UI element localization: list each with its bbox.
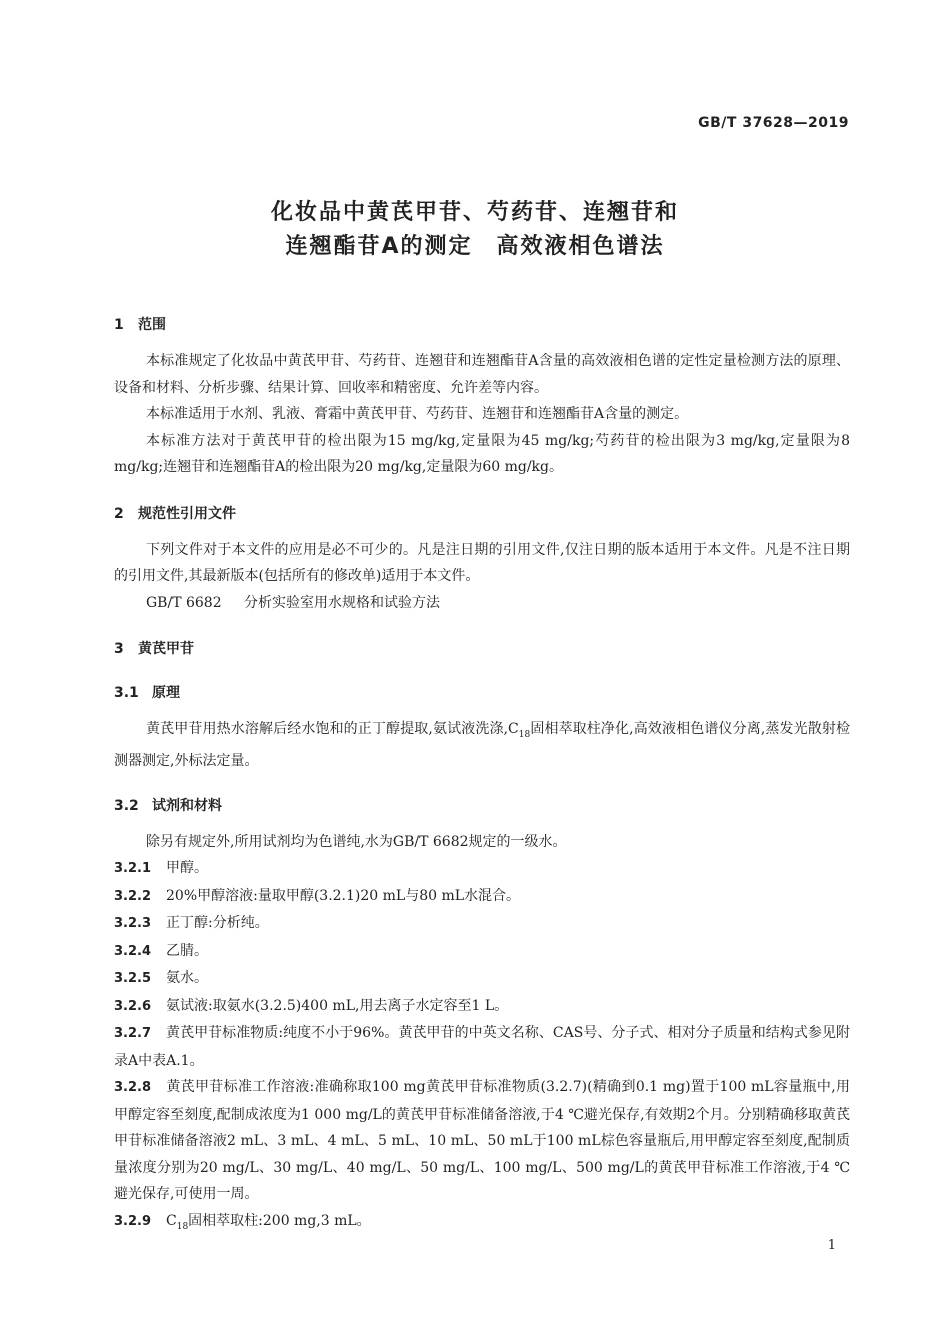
- clause-text: 甲醇。: [166, 860, 208, 877]
- clause-number: 3.2.5: [114, 971, 152, 987]
- paragraph: 除另有规定外,所用试剂均为色谱纯,水为GB/T 6682规定的一级水。: [146, 833, 567, 850]
- subsection-3-2-heading: [114, 793, 850, 819]
- page-number: 1: [827, 1238, 836, 1253]
- text-run: 固相萃取柱净化,高效液相色谱仪分离,蒸发光散射检测器测定,外标法定量。: [114, 721, 850, 770]
- subsection-number: 3.1: [114, 685, 139, 701]
- clause-text: 20%甲醇溶液:量取甲醇(3.2.1)20 mL与80 mL水混合。: [166, 887, 521, 904]
- document-title: [0, 196, 950, 264]
- paragraph: [114, 716, 850, 775]
- clause-text: 黄芪甲苷标准工作溶液:准确称取100 mg黄芪甲苷标准物质(3.2.7)(精确到0.1 mg)置于100 mL容量瓶中,用甲醇定容至刻度,配制成浓度为1 000 mg/L的黄芪甲苷标准储备溶液,于4 ℃避光保存,有效期2个月。分别精确移取黄芪甲苷标准储备溶液2 mL、3 mL、4 mL、5 mL、10 mL、50 mL于100 mL棕色容量瓶后,用甲醇定容至刻度,配制质量浓度分别为20 mg/L、30 mg/L、40 mg/L、50 mg/L、100 mg/L、500 mg/L的黄芪甲苷标准工作溶液,于4 ℃避光保存,可使用一周。: [114, 1079, 850, 1203]
- standard-number: GB/T 37628—2019: [698, 115, 849, 131]
- clause-item: [114, 1208, 850, 1240]
- reference-title: 分析实验室用水规格和试验方法: [244, 594, 440, 611]
- clause-text: 乙腈。: [166, 942, 208, 959]
- clause-number: 3.2.3: [114, 916, 152, 932]
- subscript: 18: [518, 729, 531, 740]
- clause-item: [114, 1020, 850, 1074]
- normative-reference: [114, 590, 850, 617]
- clause-text: 氨水。: [166, 970, 208, 987]
- section-number: 3: [114, 641, 124, 657]
- section-2-heading: [114, 501, 850, 527]
- clause-number: 3.2.1: [114, 861, 152, 877]
- text-run: 黄芪甲苷用热水溶解后经水饱和的正丁醇提取,氨试液洗涤,C: [146, 721, 519, 737]
- clause-item: [114, 965, 850, 993]
- section-title: 黄芪甲苷: [138, 641, 194, 657]
- clause-number: 3.2.7: [114, 1026, 152, 1042]
- paragraph: 本标准方法对于黄芪甲苷的检出限为15 mg/kg,定量限为45 mg/kg;芍药苷的检出限为3 mg/kg,定量限为8 mg/kg;连翘苷和连翘酯苷A的检出限为20 mg/kg,定量限为60 mg/kg。: [114, 432, 850, 475]
- title-line-2: 连翘酯苷A的测定 高效液相色谱法: [285, 234, 665, 259]
- section-3-heading: [114, 636, 850, 662]
- subsection-number: 3.2: [114, 797, 139, 814]
- clause-text: 固相萃取柱:200 mg,3 mL。: [188, 1212, 371, 1229]
- reference-code: GB/T 6682: [146, 594, 222, 611]
- clause-item: [114, 993, 850, 1021]
- clause-text: C: [166, 1212, 177, 1229]
- clause-number: 3.2.8: [114, 1080, 152, 1096]
- clause-item: [114, 938, 850, 966]
- clause-item: [114, 883, 850, 911]
- clause-number: 3.2.2: [114, 888, 152, 904]
- paragraph: 本标准适用于水剂、乳液、膏霜中黄芪甲苷、芍药苷、连翘苷和连翘酯苷A含量的测定。: [146, 406, 689, 422]
- clause-text: 氨试液:取氨水(3.2.5)400 mL,用去离子水定容至1 L。: [166, 997, 509, 1014]
- subsection-title: 原理: [152, 685, 180, 701]
- clause-number: 3.2.9: [114, 1213, 152, 1229]
- clause-number: 3.2.6: [114, 998, 152, 1014]
- clause-number: 3.2.4: [114, 943, 152, 959]
- paragraph: 本标准规定了化妆品中黄芪甲苷、芍药苷、连翘苷和连翘酯苷A含量的高效液相色谱的定性定量检测方法的原理、设备和材料、分析步骤、结果计算、回收率和精密度、允许差等内容。: [114, 353, 850, 396]
- clause-text: 黄芪甲苷标准物质:纯度不小于96%。黄芪甲苷的中英文名称、CAS号、分子式、相对分子质量和结构式参见附录A中表A.1。: [114, 1025, 850, 1069]
- title-line-1: 化妆品中黄芪甲苷、芍药苷、连翘苷和: [270, 200, 679, 225]
- clause-item: [114, 910, 850, 938]
- paragraph: 下列文件对于本文件的应用是必不可少的。凡是注日期的引用文件,仅注日期的版本适用于本文件。凡是不注日期的引用文件,其最新版本(包括所有的修改单)适用于本文件。: [114, 541, 850, 584]
- section-title: 规范性引用文件: [138, 505, 236, 522]
- clause-item: [114, 1074, 850, 1208]
- subscript: 18: [176, 1221, 189, 1232]
- section-number: 1: [114, 317, 124, 333]
- subsection-3-1-heading: [114, 680, 850, 706]
- document-body: [114, 312, 850, 1240]
- subsection-title: 试剂和材料: [152, 797, 222, 814]
- clause-item: [114, 855, 850, 883]
- clause-text: 正丁醇:分析纯。: [166, 915, 269, 932]
- section-number: 2: [114, 505, 124, 522]
- section-title: 范围: [138, 317, 166, 333]
- section-1-heading: [114, 312, 850, 338]
